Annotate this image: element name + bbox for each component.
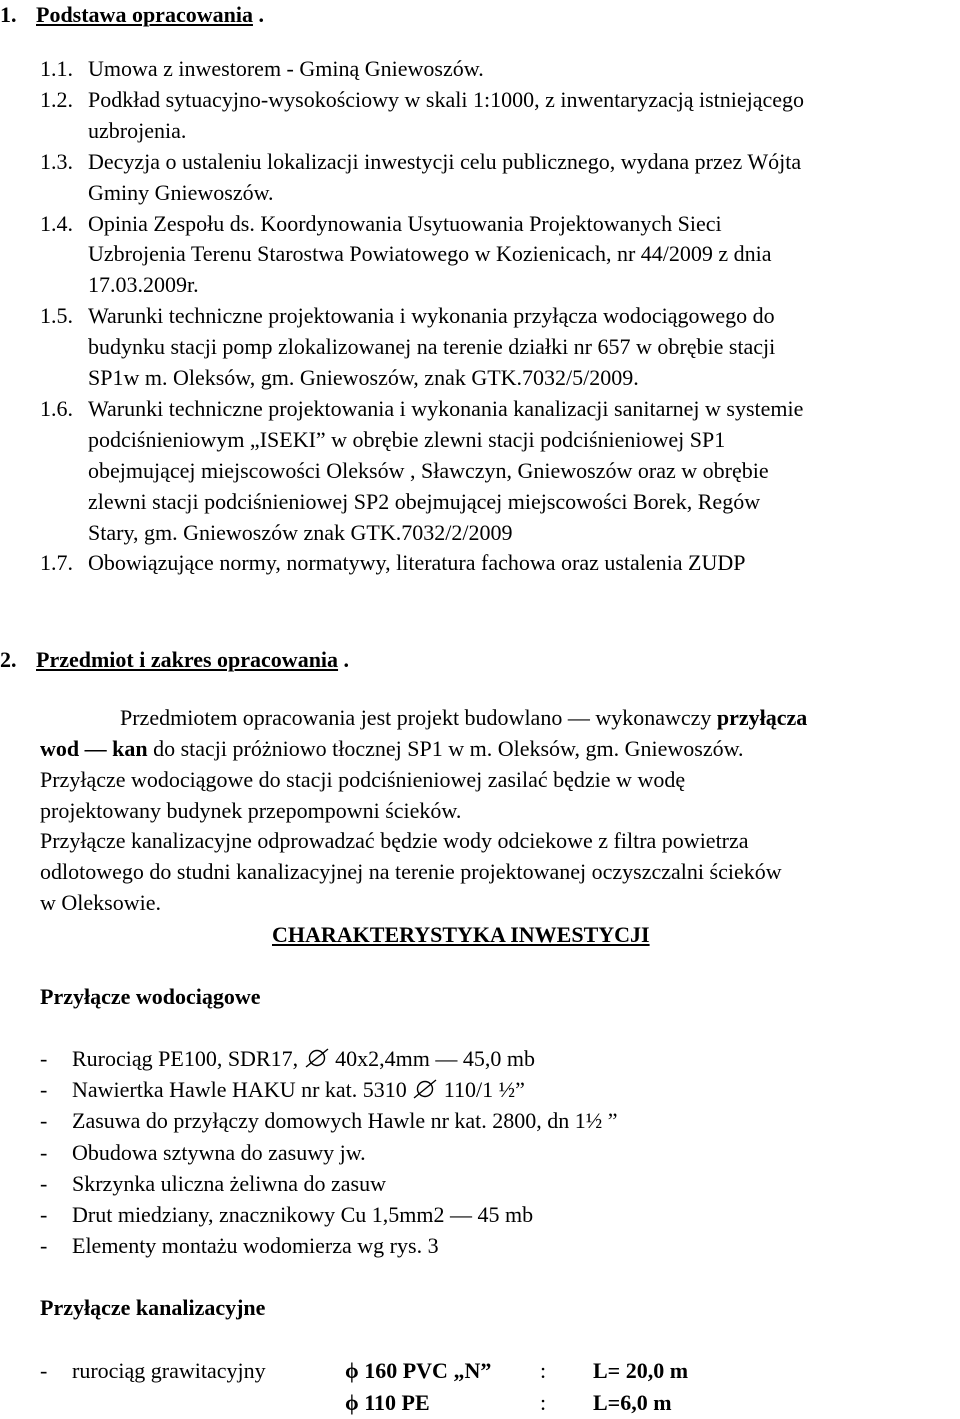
water-list-item — [72, 1200, 533, 1230]
section-2-para-3-line-3: w Oleksowie. — [40, 890, 161, 915]
section-1-item-number: 1.6. — [40, 395, 73, 421]
section-2-title-tail: . — [338, 647, 350, 672]
section-1-item-number: 1.1. — [40, 56, 73, 81]
section-2-title: Przedmiot i zakres opracowania — [36, 647, 339, 672]
sewer-row-2-pipe — [345, 1388, 430, 1418]
list-dash: - — [40, 1108, 48, 1134]
row-2-pipe-text: 110 PE — [358, 1390, 430, 1415]
water-item-text-2: 40x2,4mm — 45,0 mb — [329, 1046, 535, 1071]
row-1-pipe-text: 160 PVC „N” — [358, 1358, 492, 1383]
section-1-title: Podstawa opracowania — [36, 2, 253, 27]
sewer-row-2-colon: : — [540, 1390, 547, 1415]
section-1-item-number: 1.7. — [40, 550, 73, 576]
list-dash: - — [40, 1046, 48, 1071]
water-item-text: Nawiertka Hawle HAKU nr kat. 5310 — [72, 1077, 413, 1103]
section-1-item-line: Uzbrojenia Terenu Starostwa Powiatowego w Kozienicach, nr 44/2009 z dnia — [88, 241, 772, 267]
water-item-text: Zasuwa do przyłączy domowych Hawle nr kat. 2800, dn 1½ ” — [72, 1108, 618, 1134]
section-1-item-line: Umowa z inwestorem - Gminą Gniewoszów. — [88, 56, 484, 81]
section-2-para-1-line-2 — [40, 734, 744, 764]
diameter-icon — [412, 1078, 438, 1100]
section-1-item-line: Warunki techniczne projektowania i wykonania przyłącza wodociągowego do — [88, 303, 775, 329]
list-dash: - — [40, 1233, 48, 1259]
section-1-item-line: zlewni stacji podciśnieniowej SP2 obejmującej miejscowości Borek, Regów — [88, 488, 761, 514]
section-2-para-2-line-2: projektowany budynek przepompowni ścieków. — [40, 798, 462, 823]
section-1-item-line: uzbrojenia. — [88, 117, 187, 143]
section-1-item-line: Opinia Zespołu ds. Koordynowania Usytuowania Projektowanych Sieci — [88, 210, 722, 236]
section-1-item-line: Podkład sytuacyjno-wysokościowy w skali 1:1000, z inwentaryzacją istniejącego — [88, 86, 805, 112]
section-1-number: 1. — [0, 2, 17, 27]
section-1-item-number: 1.2. — [40, 86, 73, 112]
phi-symbol: ϕ — [345, 1390, 359, 1415]
section-2-para-1-line-1 — [120, 703, 807, 733]
sewer-row-2-length: L=6,0 m — [593, 1390, 672, 1415]
sewer-row-1-length: L= 20,0 m — [593, 1358, 689, 1383]
water-list-item — [72, 1138, 366, 1168]
water-list-item — [72, 1106, 618, 1136]
list-dash: - — [40, 1170, 48, 1196]
section-2-para-2-line-1: Przyłącze wodociągowe do stacji podciśnieniowej zasilać będzie w wodę — [40, 767, 686, 792]
water-item-text: Drut miedziany, znacznikowy Cu 1,5mm2 — 45 mb — [72, 1202, 534, 1227]
section-2-heading — [0, 645, 349, 675]
water-heading: Przyłącze wodociągowe — [40, 984, 261, 1009]
section-1-item-line: podciśnieniowym „ISEKI” w obrębie zlewni stacji podciśnieniowej SP1 — [88, 426, 726, 452]
list-dash: - — [40, 1077, 48, 1103]
water-item-text: Obudowa sztywna do zasuwy jw. — [72, 1139, 366, 1165]
sewer-row-1-colon: : — [540, 1358, 547, 1383]
water-list-item — [72, 1231, 439, 1261]
section-1-item-number: 1.5. — [40, 303, 73, 329]
sewer-dash: - — [40, 1358, 48, 1383]
section-1-item-line: 17.03.2009r. — [88, 272, 199, 298]
sewer-label: rurociąg grawitacyjny — [72, 1358, 266, 1383]
phi-symbol: ϕ — [345, 1358, 359, 1383]
section-1-item-number: 1.3. — [40, 148, 73, 174]
list-dash: - — [40, 1139, 48, 1165]
para-1-bold-2: wod — kan — [40, 736, 148, 761]
para-1-text: Przedmiotem opracowania jest projekt budowlano — wykonawczy — [120, 705, 717, 730]
water-list-item — [72, 1169, 386, 1199]
section-1-item-line: SP1w m. Oleksów, gm. Gniewoszów, znak GTK.7032/5/2009. — [88, 365, 639, 390]
diameter-icon — [304, 1047, 330, 1069]
section-1-item-number: 1.4. — [40, 210, 73, 236]
section-1-item-line: budynku stacji pomp zlokalizowanej na terenie działki nr 657 w obrębie stacji — [88, 334, 776, 360]
section-1-item-line: Decyzja o ustaleniu lokalizacji inwestycji celu publicznego, wydana przez Wójta — [88, 148, 802, 174]
water-item-text: Elementy montażu wodomierza wg rys. 3 — [72, 1233, 439, 1259]
list-dash: - — [40, 1202, 48, 1227]
charakterystyka-heading: CHARAKTERYSTYKA INWESTYCJI — [272, 922, 650, 947]
section-2-number: 2. — [0, 647, 17, 672]
section-1-item-line: Gminy Gniewoszów. — [88, 179, 274, 205]
section-1-item-line: Warunki techniczne projektowania i wykonania kanalizacji sanitarnej w systemie — [88, 395, 804, 421]
section-2-para-3-line-1: Przyłącze kanalizacyjne odprowadzać będzie wody odciekowe z filtra powietrza — [40, 828, 749, 853]
section-1-item-line: Stary, gm. Gniewoszów znak GTK.7032/2/2009 — [88, 519, 513, 545]
sewer-row-1-pipe — [345, 1356, 491, 1386]
section-1-item-line: obejmującej miejscowości Oleksów , Sławczyn, Gniewoszów oraz w obrębie — [88, 457, 769, 483]
para-1-bold: przyłącza — [716, 705, 808, 730]
section-2-para-3-line-2: odlotowego do studni kanalizacyjnej na terenie projektowanej oczyszczalni ścieków — [40, 859, 782, 884]
section-1-title-tail: . — [252, 2, 264, 27]
water-list-item — [72, 1044, 535, 1074]
water-item-text-2: 110/1 ½” — [438, 1077, 525, 1103]
water-item-text: Rurociąg PE100, SDR17, — [72, 1046, 304, 1071]
section-1-item-line: Obowiązujące normy, normatywy, literatura fachowa oraz ustalenia ZUDP — [88, 550, 746, 576]
section-1-heading — [0, 0, 264, 30]
para-1-text-2: do stacji próżniowo tłocznej SP1 w m. Oleksów, gm. Gniewoszów. — [147, 736, 744, 761]
sewer-heading: Przyłącze kanalizacyjne — [40, 1295, 266, 1320]
water-item-text: Skrzynka uliczna żeliwna do zasuw — [72, 1170, 386, 1196]
water-list-item — [72, 1075, 525, 1105]
